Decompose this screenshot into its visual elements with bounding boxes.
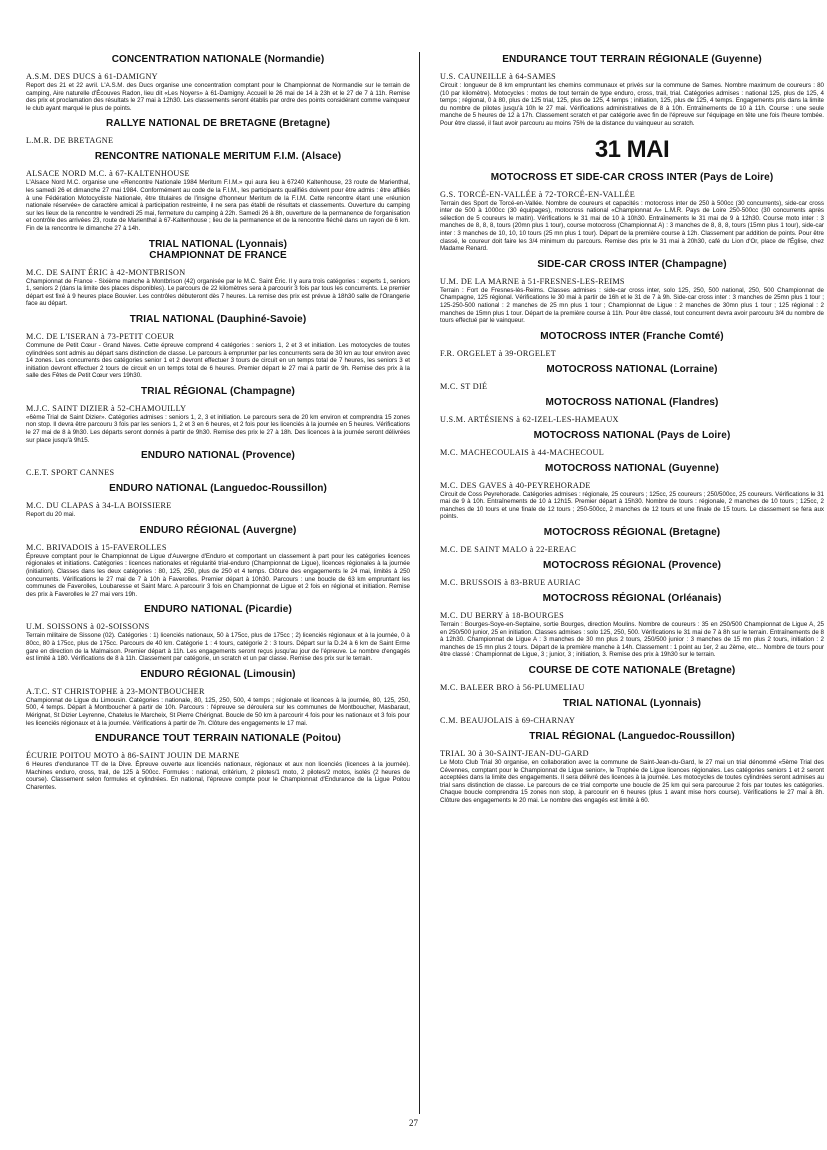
event-block bbox=[440, 731, 824, 805]
event-block bbox=[440, 397, 824, 424]
event-block bbox=[26, 386, 410, 444]
event-block bbox=[440, 259, 824, 325]
event-text: Terrain : Bourges-Soye-en-Septaine, sortie Bourges, direction Moulins. Nombre de coureurs : 35 en 250/500 Championnat de Ligue A, 25 en 250/500 junior, 25 en initiation. Classes admises : solo 125, 250, 500. Vérifications le 31 mai de 7 à 8h sur le terrain. Entraînements de 8 à 12h30. Championnat de Ligue A : 3 manches de 30 mn plus 2 tours, 250/500 junior : 3 manches de 15 mn plus 2 tours, initiation : 2 manches de 15 mn plus 2 tours. Départ de la première manche à 14h. Classement : 1 point au 1er, 2 au 2ème, etc... Nombre de tours pour être classé : Championnat de Ligue, 3 ; junior, 3 ; initiation, 3. Remise des prix à 19h30 sur le terrain. bbox=[440, 621, 824, 659]
event-title-text: MOTOCROSS NATIONAL (Flandres) bbox=[545, 396, 719, 408]
event-title bbox=[26, 483, 410, 494]
event-text: Circuit : longueur de 8 km empruntant les chemins communaux et privés sur la commune de Sames. Nombre maximum de coureurs : 80 (10 par kilomètre). Motocycles : motos de tout terrain de type enduro, cross, trail, trial. Catégories admises : national 125, plus de 125, 4 temps ; régional, 0 à 80, plus de 125 trial, 125, plus de 125, 4 temps ; initiation, 125, plus de 125, 4 temps. Engagements pris dans la limite du nombre de pilotes jusqu'à 10h le 27 mai. Vérifications administratives de 8 à 10h. Entraînements de 10 à 11h. Course : une seule manche de 5 heures de 12 à 17h. Classement scratch et par catégorie avec fin de l'épreuve sur l'équipage en tête une fois l'heure tombée. Pour être classé, il faut avoir parcouru au moins 75% de la distance du vainqueur au scratch. bbox=[440, 82, 824, 127]
event-club: M.C. DU CLAPAS à 34-LA BOISSIERE bbox=[26, 501, 172, 511]
event-club: M.C. BRUSSOIS à 83-BRUE AURIAC bbox=[440, 578, 581, 588]
event-block bbox=[440, 527, 824, 554]
event-text: Commune de Petit Cœur - Grand Naves. Cette épreuve comprend 4 catégories : seniors 1, 2 et 3 et initiation. Les motocycles de toutes cylindrées sont admis au départ sans distinction de classe. Le parcours à emprunter par les concurrents sera de 30 km au tour environ avec 14 zones. Les concurrents des catégories senior 1 et 2 devront effectuer 3 tours de circuit en un temps total de 7 heures, les seniors 3 et initiation devront effectuer 2 tours de circuit en un temps total de 6 heures. Premier départ le 27 mai à partir de 9h. Remise des prix à la salle des Fêtes de Petit Cœur vers 19h30. bbox=[26, 341, 410, 380]
event-title-text: TRIAL NATIONAL (Lyonnais) bbox=[148, 238, 288, 250]
event-title bbox=[26, 118, 410, 129]
event-block bbox=[440, 463, 824, 521]
event-block bbox=[440, 331, 824, 358]
event-block bbox=[26, 151, 410, 232]
event-text: Report du 20 mai. bbox=[26, 511, 76, 519]
event-title bbox=[26, 386, 410, 397]
event-block bbox=[26, 239, 410, 308]
event-title-text: ENDURO NATIONAL (Picardie) bbox=[144, 604, 292, 616]
page-number: 27 bbox=[409, 1118, 418, 1128]
event-title-text: TRIAL RÉGIONAL (Languedoc-Roussillon) bbox=[529, 731, 735, 743]
event-title bbox=[440, 259, 824, 270]
event-club: U.M. SOISSONS à 02-SOISSONS bbox=[26, 622, 150, 632]
event-club: M.C. DES GAVES à 40-PEYREHORADE bbox=[440, 480, 591, 490]
event-title bbox=[26, 525, 410, 536]
event-club: M.C. MACHECOULAIS à 44-MACHECOUL bbox=[440, 447, 605, 457]
event-title-text: ENDURO RÉGIONAL (Limousin) bbox=[140, 668, 296, 680]
event-text: Circuit de Coss Peyrehorade. Catégories admises : régionale, 25 coureurs ; 125cc, 25 coureurs ; 250/500cc, 25 coureurs. Vérifications le 31 mai de 9 à 10h. Entraînements de 10 à 12h15. Premier départ à 15h30. Nombre de tours : régionale, 2 manches de 10 tours ; 125cc, 2 manches de 10 tours et une finale de 12 tours ; 250-500cc, 2 manches de 12 tours et une finale de 15 tours. Le classement se fera aux points. bbox=[440, 490, 824, 521]
date-heading: 31 MAI bbox=[594, 135, 670, 163]
event-club: U.M. DE LA MARNE à 51-FRESNES-LES-REIMS bbox=[440, 276, 625, 286]
event-club: A.S.M. DES DUCS à 61-DAMIGNY bbox=[26, 72, 158, 81]
event-title bbox=[440, 593, 824, 604]
event-club: L.M.R. DE BRETAGNE bbox=[26, 136, 114, 146]
event-block bbox=[26, 733, 410, 791]
event-title bbox=[26, 604, 410, 615]
event-title bbox=[440, 527, 824, 538]
event-text: «6ème Trial de Saint Dizier». Catégories admises : seniors 1, 2, 3 et initiation. Le parcours sera de 20 km environ et comprendra 15 zones non stop. Il devra être parcouru 3 fois par les seniors 1, 2 et 3 en 6 heures, et 2 fois pour les licenciés à la journée en 5 heures. Vérifications le 27 mai de 8 à 9h30. Les départs seront donnés à partir de 9h30. Remise des prix le 27 à 18h. Des licences à la journée seront délivrées sur place jusqu'à 9h15. bbox=[26, 413, 410, 444]
event-text: 6 Heures d'endurance TT de la Dive. Épreuve ouverte aux licenciés nationaux, régionaux et aux non licenciés (licences à la journée). Machines enduro, cross, trail, de 125 à 500cc. Formules : national, critérium, 2 pilotes/1 moto, 2 pilotes/2 motos, isolés (2 heures de course). Classement selon formules et cylindrées. En national, l'épreuve compte pour le Championnat d'Endurance de la Ligue Poitou Charentes. bbox=[26, 761, 410, 791]
event-title bbox=[26, 450, 410, 461]
event-title-text: SIDE-CAR CROSS INTER (Champagne) bbox=[537, 258, 727, 270]
event-club: M.C. BRIVADOIS à 15-FAVEROLLES bbox=[26, 542, 167, 552]
event-text: Épreuve comptant pour le Championnat de Ligue d'Auvergne d'Enduro et comportant un classement à part pour les catégories licences régionales et initiations. Catégories : licences nationales et régularité trial-enduro (Championnat de Ligue), licences régionales à la journée (initiation). Classes dans les deux catégories : 80, 125, 250, plus de 250 et 4 temps. Clôture des engagements le 24 mai, limités à 250 concurrents. Vérifications le 27 mai de 7 à 10h à Faverolles. Premier départ à 10h30. Parcours : une boucle de 63 km empruntant les communes de Faverolles, Loubaresse et Saint Marc. A parcourir 3 fois en Championnat de Ligue et 2 fois en régional et initiation. Remise des prix à Faverolles le 27 mai vers 19h. bbox=[26, 552, 410, 598]
event-title-text: MOTOCROSS NATIONAL (Pays de Loire) bbox=[533, 429, 731, 441]
event-title-text: ENDURO NATIONAL (Languedoc-Roussillon) bbox=[109, 483, 327, 495]
event-title-text: COURSE DE COTE NATIONALE (Bretagne) bbox=[528, 665, 736, 677]
event-block bbox=[440, 665, 824, 692]
event-title bbox=[26, 239, 410, 261]
event-club: U.S. CAUNEILLE à 64-SAMES bbox=[440, 72, 556, 81]
event-club: C.E.T. SPORT CANNES bbox=[26, 468, 115, 478]
event-title-text: MOTOCROSS RÉGIONAL (Bretagne) bbox=[543, 527, 721, 539]
event-title bbox=[26, 54, 410, 65]
event-title-text: MOTOCROSS RÉGIONAL (Orléanais) bbox=[542, 593, 722, 605]
event-block bbox=[440, 430, 824, 457]
event-text: Championnat de Ligue du Limousin. Catégories : nationale, 80, 125, 250, 500, 4 temps ; régionale et licences à la journée, 80, 125, 250, 500, 4 temps. Départ à Montboucher à partir de 10h. Parcours : l'épreuve se déroulera sur les communes de Montboucher, Masbaraut, Mérignat, St Dizier Leyrenne, Chatelus le Marcheix, St Pierre Chérignat. Boucle de 50 km à parcourir 4 fois pour les nationaux et 3 fois pour les licenciés régionaux et à la journée. Vérifications à partir de 7h. Clôture des engagements le 17 mai. bbox=[26, 696, 410, 727]
event-title: ENDURANCE TOUT TERRAIN RÉGIONALE (Guyenne) bbox=[502, 54, 762, 65]
event-text: Terrain militaire de Sissone (02). Catégories : 1) licenciés nationaux, 50 à 175cc, plus de 175cc ; 2) licenciés régionaux et à la journée, 0 à 80cc, 80 à 175cc, plus de 175cc. Parcours de 40 km. Catégorie 1 : 4 tours, catégorie 2 : 3 tours. Départ sur la D.24 à 6 km de Saint Erme gare en direction de la Malmaison. Premier départ à 11h. Les engagements seront reçus jusqu'au jour de l'épreuve. Le nombre d'engagés est limité à 180. Vérifications de 8 à 11h. Classement par catégorie, un scratch et un par classe. Remise des prix sur le terrain. bbox=[26, 632, 410, 663]
event-block bbox=[26, 314, 410, 380]
event-title bbox=[26, 733, 410, 744]
event-club: ÉCURIE POITOU MOTO à 86-SAINT JOUIN DE MARNE bbox=[26, 751, 240, 761]
event-title bbox=[26, 314, 410, 325]
event-title-text: TRIAL NATIONAL (Lyonnais) bbox=[562, 698, 702, 710]
event-block bbox=[26, 450, 410, 477]
event-title bbox=[440, 463, 824, 474]
event-title-text: ENDURO RÉGIONAL (Auvergne) bbox=[139, 524, 297, 536]
event-block bbox=[440, 54, 824, 128]
event-title-text: MOTOCROSS NATIONAL (Guyenne) bbox=[545, 462, 719, 474]
event-title bbox=[440, 331, 824, 342]
right-event-list bbox=[440, 172, 824, 805]
event-block bbox=[440, 364, 824, 391]
left-column bbox=[26, 54, 410, 798]
event-club: M.C. ST DIÉ bbox=[440, 381, 488, 391]
event-block bbox=[440, 560, 824, 587]
event-title bbox=[440, 397, 824, 408]
event-club: M.C. DE SAINT MALO à 22-EREAC bbox=[440, 545, 577, 555]
event-title bbox=[440, 364, 824, 375]
event-block bbox=[440, 172, 824, 253]
event-title bbox=[440, 560, 824, 571]
event-title-text: RENCONTRE NATIONALE MERITUM F.I.M. (Alsace) bbox=[94, 151, 342, 163]
event-title bbox=[440, 172, 824, 183]
event-club: M.C. BALEER BRO à 56-PLUMELIAU bbox=[440, 683, 585, 693]
event-text: Terrain des Sport de Torcé-en-Vallée. Nombre de coureurs et capacités : motocross inter de 250 à 500cc (30 concurrents), side-car cross inter de 500 à 1000cc (30 équipages), motocross national «Championnat A» L.M.R. Pays de Loire 250-500cc (30 concurrents après sélection de 5 coureurs le matin). Vérifications le 31 mai de 10 à 10h30. Entraînements le 31 mai de 9 à 12h30. Course moto inter : 3 manches de 8, 8, 8, tours (20mn plus 1 tour), course motocross (Championnat A) : 3 manches de 8, 8, 8, tours (15mn plus 1 tour), side-car inter : 3 manches de 10, 10, 10 tours (25 mn plus 1 tour). Départ de la première course à 12h. Classement par addition de points. Pour être classé, le coureur doit faire les 3/4 minimum du parcours. Remise des prix le 31 mai à 20h30, café du Lion d'Or, place de l'Église, chez Madame Renard. bbox=[440, 199, 824, 253]
event-block bbox=[26, 669, 410, 727]
event-text: Le Moto Club Trial 30 organise, en collaboration avec la commune de Saint-Jean-du-Gard, le 27 mai un trial dénommé «5ème Trial des Cévennes, comptant pour le Championnat de Ligue senior», le Trophée de Ligue licences régionales. Les catégories seniors 1 et 2 seront acceptées dans la limite des engagements. Il sera délivré des licences à la journée. Les motocycles de toutes cylindrées seront admises au trial sans distinction de classe. Le parcours de ce trial comporte une boucle de 25 km qui sera parcourue 2 fois par toutes les catégories. Chaque boucle comprendra 15 zones non stop, à parcourir en 6 heures (plus 1 avant mise hors course). Vérifications le 27 mai à 8h. Clôture des engagements le 20 mai. Le nombre des engagés est limité à 60. bbox=[440, 759, 824, 804]
event-club: ALSACE NORD M.C. à 67-KALTENHOUSE bbox=[26, 169, 190, 179]
event-title-text: ENDURO NATIONAL (Provence) bbox=[141, 450, 295, 462]
event-club: M.C. DE SAINT ÉRIC à 42-MONTBRISON bbox=[26, 267, 186, 277]
event-title bbox=[440, 731, 824, 742]
event-title-text: RALLYE NATIONAL DE BRETAGNE (Bretagne) bbox=[106, 118, 330, 130]
event-block bbox=[26, 483, 410, 519]
event-club: M.C. DU BERRY à 18-BOURGES bbox=[440, 611, 564, 621]
event-block bbox=[26, 525, 410, 599]
event-title bbox=[440, 665, 824, 676]
event-club: U.S.M. ARTÉSIENS à 62-IZEL-LES-HAMEAUX bbox=[440, 414, 619, 424]
event-title-text: MOTOCROSS ET SIDE-CAR CROSS INTER (Pays de Loire) bbox=[490, 171, 774, 183]
event-text: Report des 21 et 22 avril. L'A.S.M. des Ducs organise une concentration comptant pour le Championnat de Normandie sur le terrain de camping, Aire naturelle d'Écouves Radon, lieu dit «Les Noyers» à 61-Damigny. Accueil le 26 mai de 14 à 23h et le 27 de 7 à 11h. Remise des prix et proclamation des résultats le 27 mai à 12h30. Les classements seront établis par ordre des points considérant comme vainqueur le club ayant marqué le plus de points. bbox=[26, 82, 410, 112]
event-club: A.T.C. ST CHRISTOPHE à 23-MONTBOUCHER bbox=[26, 686, 205, 696]
event-title-text: MOTOCROSS INTER (Franche Comté) bbox=[540, 330, 724, 342]
column-divider bbox=[419, 52, 420, 1114]
event-club: F.R. ORGELET à 39-ORGELET bbox=[440, 348, 557, 358]
event-title-text: TRIAL RÉGIONAL (Champagne) bbox=[141, 385, 295, 397]
right-column bbox=[440, 54, 824, 811]
event-block bbox=[440, 593, 824, 659]
event-club: C.M. BEAUJOLAIS à 69-CHARNAY bbox=[440, 716, 576, 726]
event-title-text: TRIAL NATIONAL (Dauphiné-Savoie) bbox=[129, 313, 307, 325]
event-title bbox=[26, 669, 410, 680]
event-text: Terrain : Fort de Fresnes-lès-Reims. Classes admises : side-car cross inter, solo 125, 250, 500 national, 250, 500 Championnat de Champagne, 125 régional. Vérifications le 30 mai à partir de 16h et le 31 de 7 à 9h. Side-car cross inter : 3 manches de 25mn plus 1 tour ; 125-250-500 national : 2 manches de 25 mn plus 1 tour ; Championnat de Ligue : 2 manches de 30mn plus 1 tour ; 125 régional : 2 manches de 15mn plus 1 tour. Départ de la première course à 11h. Pour être classé, tout concurrent devra avoir parcouru 3/4 du nombre de tours effectué par le vainqueur. bbox=[440, 286, 824, 325]
event-title-text: CONCENTRATION NATIONALE (Normandie) bbox=[111, 54, 325, 65]
event-block bbox=[26, 118, 410, 145]
event-title-text: MOTOCROSS RÉGIONAL (Provence) bbox=[542, 560, 722, 572]
event-title bbox=[26, 151, 410, 162]
event-block bbox=[26, 54, 410, 112]
event-title bbox=[440, 698, 824, 709]
event-club: G.S. TORCÉ-EN-VALLÉE à 72-TORCÉ-EN-VALLÉE bbox=[440, 189, 636, 199]
event-club: M.J.C. SAINT DIZIER à 52-CHAMOUILLY bbox=[26, 403, 187, 413]
event-block bbox=[440, 698, 824, 725]
event-text: L'Alsace Nord M.C. organise une «Rencontre Nationale 1984 Meritum F.I.M.» qui aura lieu à 67240 Kaltenhouse, 23 route de Marienthal, les samedi 26 et dimanche 27 mai 1984. Conformément au code de la F.I.M., les participants qualifiés doivent pour être admis : être affiliés à une Fédération Motocycliste Nationale, être titulaires de l'insigne d'honneur Meritum de la F.I.M. Cette rencontre étant une «réunion nationale réservée» de caractère amical à participation restreinte, il ne sera pas établi de résultats et classements. Ouverture du camping sur les lieux de la rencontre le vendredi 25 mai, fermeture du camping à 22h. Samedi 26 à 8h, ouverture de la permanence de l'organisation et contrôle des arrivées 23, route de Marienthal à 67-Kaltenhouse ; lieu de la permanence et de la rencontre fléché dans un rayon de 6 km. Fin de la rencontre le dimanche 27 à 14h. bbox=[26, 179, 410, 232]
event-text: Championnat de France - Sixième manche à Montbrison (42) organisée par le M.C. Saint Éric. Il y aura trois catégories : experts 1, seniors 1, seniors 2 (dans la limite des places disponibles). Le parcours de 22 kilomètres sera à parcourir 3 fois par tous les concurrents. Le premier départ est fixé à 9 heures place Bouvier. Les contrôles débuteront dès 7 heures. La remise des prix est prévue à 18h30 salle de l'Orangerie face au départ. bbox=[26, 277, 410, 308]
event-title bbox=[440, 430, 824, 441]
event-title-text: ENDURANCE TOUT TERRAIN NATIONALE (Poitou) bbox=[95, 733, 341, 745]
event-block bbox=[26, 604, 410, 662]
event-club: M.C. DE L'ISERAN à 73-PETIT COEUR bbox=[26, 331, 175, 341]
event-title-text: MOTOCROSS NATIONAL (Lorraine) bbox=[546, 363, 718, 375]
event-club: TRIAL 30 à 30-SAINT-JEAN-DU-GARD bbox=[440, 749, 589, 759]
event-subtitle: CHAMPIONNAT DE FRANCE bbox=[149, 249, 287, 261]
